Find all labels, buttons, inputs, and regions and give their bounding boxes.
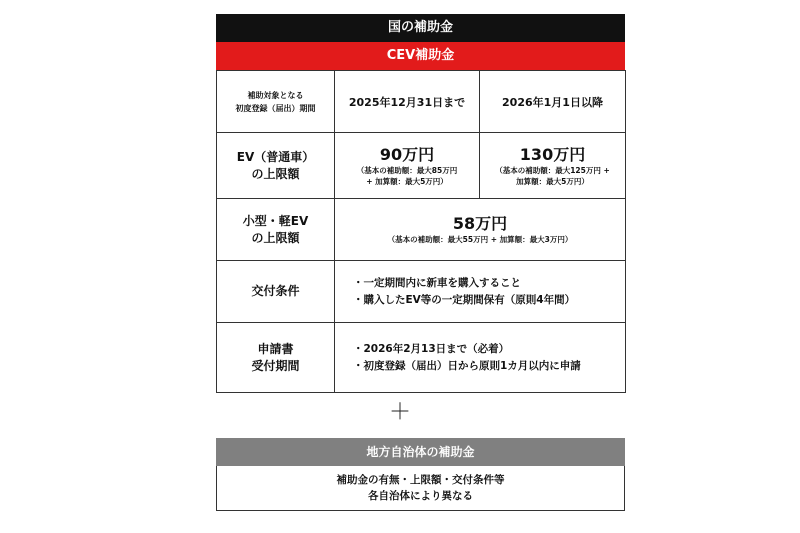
kei-amount-cell xyxy=(335,199,626,261)
ev-label xyxy=(217,133,335,199)
ev-amount-col1: 90万円 xyxy=(379,144,435,164)
ev-amount-from xyxy=(480,133,626,199)
conditions-label: 交付条件 xyxy=(217,261,335,323)
kei-label-line2: の上限額 xyxy=(251,230,300,245)
kei-row xyxy=(217,199,626,261)
ev-amount-col2: 130万円 xyxy=(519,144,586,164)
national-subsidy-title: 国の補助金 xyxy=(216,14,625,42)
subsidy-grid xyxy=(216,70,626,393)
ev-note-col1-line1: （基本の補助額：最大85万円 xyxy=(356,165,458,175)
application-item: ・2026年2月13日まで（必着） xyxy=(353,342,510,355)
period-row xyxy=(217,71,626,133)
application-list xyxy=(335,323,626,393)
plus-sign: ＋ xyxy=(388,400,411,425)
application-label-line2: 受付期間 xyxy=(251,358,300,373)
ev-note-col1-line2: + 加算額：最大5万円） xyxy=(366,176,448,186)
period-label-line2: 初度登録（届出）期間 xyxy=(235,103,316,113)
cev-subsidy-title: CEV補助金 xyxy=(216,42,625,70)
period-label-line1: 補助対象となる xyxy=(247,90,304,100)
application-label xyxy=(217,323,335,393)
conditions-row xyxy=(217,261,626,323)
local-subsidy-title: 地方自治体の補助金 xyxy=(216,438,625,466)
ev-note-col2-line1: （基本の補助額：最大125万円 + xyxy=(495,165,610,175)
kei-label-line1: 小型・軽EV xyxy=(242,213,309,228)
local-line2: 各自治体により異なる xyxy=(368,490,473,502)
local-subsidy-box xyxy=(216,438,625,511)
national-subsidy-table xyxy=(216,14,625,393)
application-row xyxy=(217,323,626,393)
local-line1: 補助金の有無・上限額・交付条件等 xyxy=(336,474,505,486)
period-label xyxy=(217,71,335,133)
kei-label xyxy=(217,199,335,261)
local-subsidy-body xyxy=(216,466,625,511)
ev-label-line1: EV（普通車） xyxy=(236,149,315,164)
period-from: 2026年1月1日以降 xyxy=(480,71,626,133)
period-until: 2025年12月31日まで xyxy=(335,71,480,133)
kei-note: （基本の補助額：最大55万円 + 加算額：最大3万円） xyxy=(387,235,573,244)
conditions-list xyxy=(335,261,626,323)
application-label-line1: 申請書 xyxy=(257,341,294,356)
condition-item: ・一定期間内に新車を購入すること xyxy=(353,276,521,289)
condition-item: ・購入したEV等の一定期間保有（原則4年間） xyxy=(353,293,576,306)
ev-note-col2-line2: 加算額：最大5万円） xyxy=(516,176,589,186)
ev-row xyxy=(217,133,626,199)
kei-amount: 58万円 xyxy=(452,214,508,233)
ev-label-line2: の上限額 xyxy=(251,166,300,181)
ev-amount-until xyxy=(335,133,480,199)
application-item: ・初度登録（届出）日から原則1カ月以内に申請 xyxy=(353,359,581,372)
